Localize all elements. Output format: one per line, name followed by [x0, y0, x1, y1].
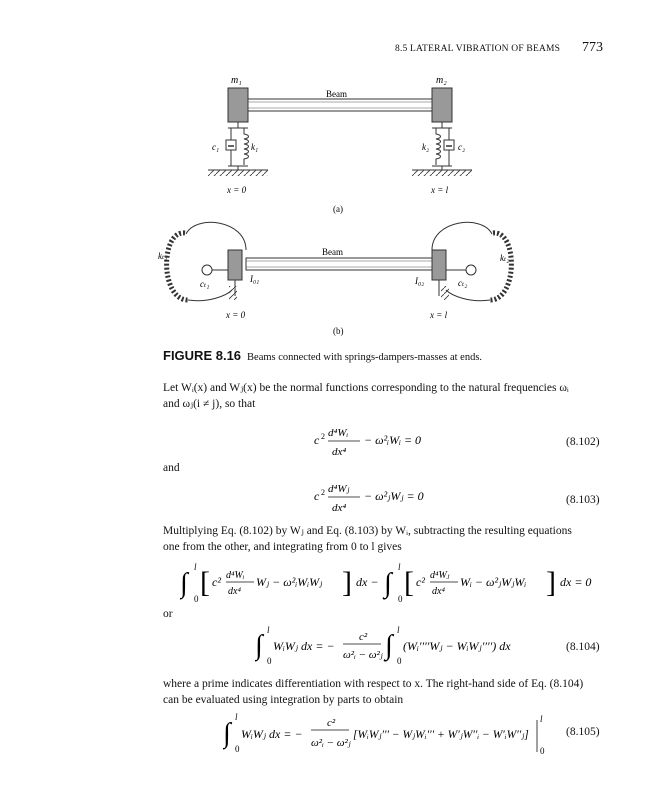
- paragraph-3-line-1: where a prime indicates differentiation with respect to x. The right-hand side of Eq. (8.104): [163, 678, 584, 690]
- paragraph-1-line-2: and ωⱼ(i ≠ j), so that: [163, 398, 256, 410]
- label-m2: m₂: [436, 75, 447, 86]
- label-ct2: cₜ₂: [458, 278, 468, 288]
- svg-text:[WᵢWⱼ′′′ − WⱼWᵢ′′′ + W′ⱼW′′ᵢ −: [WᵢWⱼ′′′ − WⱼWᵢ′′′ + W′ⱼW′′ᵢ − W′ᵢW′′ⱼ]: [353, 729, 529, 741]
- svg-text:∫: ∫: [385, 630, 393, 661]
- svg-text:c: c: [314, 489, 320, 503]
- spring-k2: [436, 128, 441, 165]
- spring-k1: [244, 128, 249, 165]
- equation-8-103: [300, 476, 440, 520]
- svg-text:dx⁴: dx⁴: [432, 586, 445, 597]
- svg-text:dx⁴: dx⁴: [228, 586, 241, 597]
- svg-text:ω²ᵢ − ω²ⱼ: ω²ᵢ − ω²ⱼ: [343, 649, 383, 661]
- svg-text:Wᵢ − ω²ⱼWⱼWᵢ: Wᵢ − ω²ⱼWⱼWᵢ: [460, 575, 527, 589]
- eq-8-105-number: (8.105): [566, 726, 600, 738]
- word-or: or: [163, 608, 173, 620]
- label-xl-b: x = l: [430, 310, 448, 320]
- svg-text:[: [: [200, 566, 210, 599]
- label-I01: I₀₁: [250, 274, 260, 284]
- svg-text:]: ]: [546, 566, 556, 599]
- svg-text:l: l: [194, 562, 197, 572]
- svg-text:Wⱼ − ω²ᵢWᵢWⱼ: Wⱼ − ω²ᵢWᵢWⱼ: [256, 575, 323, 589]
- eq-8-104-number: (8.104): [566, 641, 600, 653]
- svg-text:WᵢWⱼ dx = −: WᵢWⱼ dx = −: [273, 639, 335, 653]
- label-k2: k₂: [422, 142, 430, 152]
- svg-text:c²: c²: [212, 575, 221, 589]
- word-and: and: [163, 462, 180, 474]
- svg-text:(Wᵢ′′′′Wⱼ − WᵢWⱼ′′′′) dx: (Wᵢ′′′′Wⱼ − WᵢWⱼ′′′′) dx: [403, 639, 511, 653]
- svg-text:∫: ∫: [180, 568, 188, 599]
- mass-left: [228, 88, 248, 122]
- label-I02: I₀₂: [415, 276, 425, 286]
- svg-text:0: 0: [235, 744, 240, 754]
- svg-text:0: 0: [540, 746, 545, 756]
- svg-text:dx −: dx −: [356, 575, 379, 589]
- svg-text:∫: ∫: [255, 630, 263, 661]
- label-kt2: kₜ₂: [500, 253, 510, 263]
- svg-text:∫: ∫: [223, 718, 231, 749]
- svg-text:l: l: [398, 562, 401, 572]
- svg-text:0: 0: [397, 656, 402, 666]
- eq-8-103-number: (8.103): [566, 494, 600, 506]
- svg-text:l: l: [267, 625, 270, 635]
- eq-rhs: dx = 0: [560, 575, 592, 589]
- label-c2: c₂: [458, 142, 466, 152]
- label-x0-b: x = 0: [226, 310, 246, 320]
- equation-8-105: [223, 706, 553, 760]
- paragraph-2-line-2: one from the other, and integrating from 0 to l gives: [163, 541, 402, 553]
- caption-label: FIGURE 8.16: [163, 348, 242, 363]
- svg-text:0: 0: [398, 594, 403, 604]
- equation-orthogonality-integral: [180, 556, 600, 608]
- label-panel-a: (a): [333, 204, 343, 214]
- svg-text:c²: c²: [416, 575, 425, 589]
- svg-text:]: ]: [342, 566, 352, 599]
- svg-text:l: l: [540, 714, 543, 724]
- svg-text:l: l: [235, 712, 238, 722]
- panel-a: [208, 75, 472, 214]
- svg-text:dx⁴: dx⁴: [332, 446, 347, 458]
- svg-text:d⁴Wᵢ: d⁴Wᵢ: [226, 570, 245, 581]
- svg-text:0: 0: [267, 656, 272, 666]
- paragraph-2-line-1: Multiplying Eq. (8.102) by Wⱼ and Eq. (8.103) by Wᵢ, subtracting the resulting equations: [163, 525, 572, 537]
- equation-8-102: [300, 420, 440, 464]
- panel-b: [158, 222, 511, 336]
- svg-text:dx⁴: dx⁴: [332, 502, 347, 514]
- label-k1: k₁: [251, 142, 259, 152]
- label-kt1: kₜ₁: [158, 251, 168, 261]
- equation-8-104: [255, 620, 555, 670]
- svg-text:− ω²ᵢWᵢ = 0: − ω²ᵢWᵢ = 0: [364, 433, 422, 447]
- svg-text:d⁴Wⱼ: d⁴Wⱼ: [328, 483, 350, 495]
- svg-text:WᵢWⱼ dx = −: WᵢWⱼ dx = −: [241, 727, 303, 741]
- label-m1: m₁: [231, 75, 242, 86]
- svg-text:ω²ᵢ − ω²ⱼ: ω²ᵢ − ω²ⱼ: [311, 737, 351, 749]
- figure-8-16: [0, 0, 645, 360]
- svg-text:d⁴Wᵢ: d⁴Wᵢ: [328, 427, 349, 439]
- svg-text:∫: ∫: [384, 568, 392, 599]
- svg-text:− ω²ⱼWⱼ = 0: − ω²ⱼWⱼ = 0: [364, 489, 424, 503]
- svg-text:d⁴Wⱼ: d⁴Wⱼ: [430, 570, 450, 581]
- paragraph-3-line-2: can be evaluated using integration by parts to obtain: [163, 694, 404, 706]
- mass-right: [432, 88, 452, 122]
- label-x0-a: x = 0: [227, 185, 247, 195]
- svg-text:[: [: [404, 566, 414, 599]
- svg-text:c²: c²: [359, 631, 368, 643]
- svg-text:c: c: [314, 433, 320, 447]
- svg-text:l: l: [397, 625, 400, 635]
- label-beam-b: Beam: [322, 247, 343, 257]
- figure-caption: [163, 348, 482, 364]
- eq-8-102-number: (8.102): [566, 436, 600, 448]
- paragraph-1-line-1: Let Wᵢ(x) and Wⱼ(x) be the normal functions corresponding to the natural frequencies ωᵢ: [163, 382, 569, 394]
- svg-text:2: 2: [321, 432, 325, 441]
- label-ct1: cₜ₁: [200, 279, 210, 289]
- svg-text:c²: c²: [327, 717, 336, 729]
- label-beam-a: Beam: [326, 89, 347, 99]
- caption-text: Beams connected with springs-dampers-masses at ends.: [247, 352, 483, 363]
- label-xl-a: x = l: [431, 185, 449, 195]
- svg-text:0: 0: [194, 594, 199, 604]
- svg-text:2: 2: [321, 488, 325, 497]
- label-c1: c₁: [212, 142, 220, 152]
- page-number: 773: [582, 40, 603, 55]
- running-header: 8.5 LATERAL VIBRATION OF BEAMS: [395, 44, 561, 54]
- label-panel-b: (b): [333, 326, 344, 336]
